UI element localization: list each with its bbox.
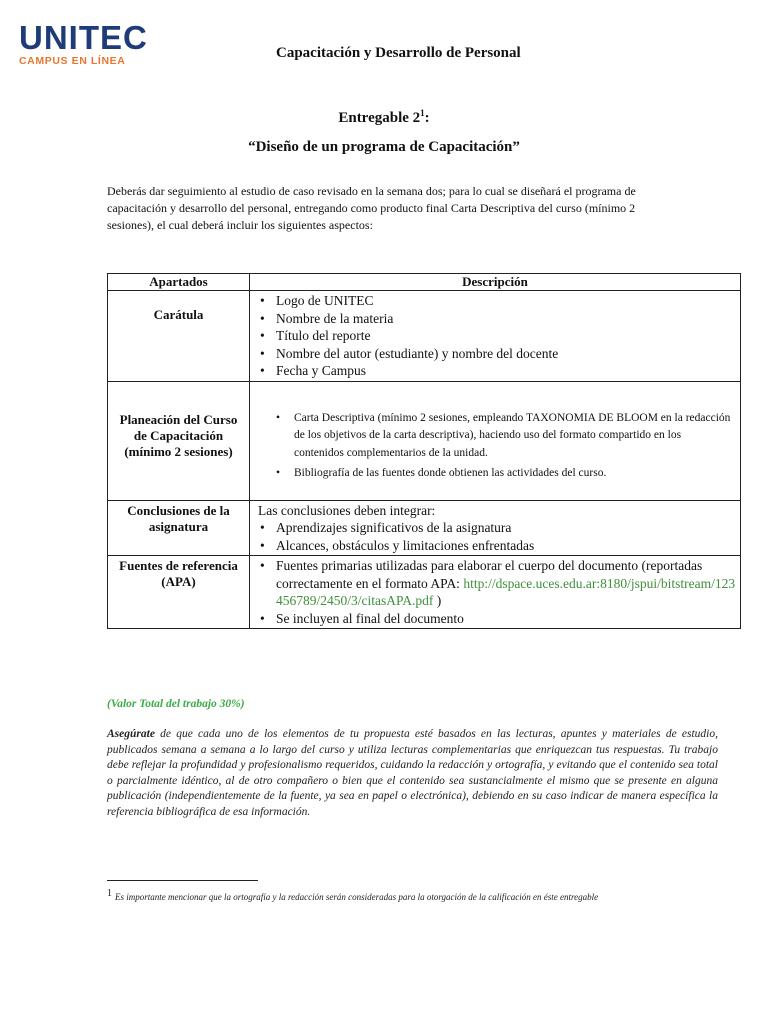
entregable-label: Entregable 2	[338, 110, 421, 126]
footnote-divider	[107, 880, 258, 881]
footnote	[107, 888, 598, 902]
list-item: • Título del reporte	[258, 327, 740, 345]
header-apartados: Apartados	[108, 274, 250, 291]
table-row-fuentes	[108, 556, 741, 629]
assignment-title: “Diseño de un programa de Capacitación”	[248, 139, 520, 155]
unitec-logo	[19, 19, 148, 67]
asegurate-bold: Asegúrate	[107, 728, 155, 740]
footnote-mark: 1	[107, 888, 112, 899]
footnote-ref[interactable]: 1	[420, 108, 425, 118]
list-item: • Bibliografía de las fuentes donde obtienen las actividades del curso.	[274, 465, 732, 483]
conclusiones-title: Conclusiones de la asignatura	[108, 500, 250, 556]
intro-paragraph: Deberás dar seguimiento al estudio de caso revisado en la semana dos; para lo cual se diseñará el programa de capacitación y desarrollo del personal, entregando como producto final Carta Descriptiva del curso (mínimo 2 sesiones), el cual deberá incluir los siguientes aspectos:	[107, 184, 636, 232]
table-row-planeacion	[108, 381, 741, 500]
list-item: • Logo de UNITEC	[258, 292, 740, 310]
table-row-conclusiones	[108, 500, 741, 556]
list-item: • Nombre de la materia	[258, 310, 740, 328]
fuentes-item-end: )	[433, 593, 442, 608]
list-item: • Se incluyen al final del documento	[258, 610, 740, 628]
fuentes-description	[250, 556, 741, 629]
instructions-paragraph	[107, 727, 718, 821]
planeacion-title: Planeación del Curso de Capacitación (mínimo 2 sesiones)	[108, 381, 250, 500]
fuentes-title: Fuentes de referencia (APA)	[108, 556, 250, 629]
course-title: Capacitación y Desarrollo de Personal	[276, 45, 521, 61]
header-descripcion: Descripción	[250, 274, 741, 291]
list-item: • Aprendizajes significativos de la asignatura	[258, 519, 740, 537]
caratula-description	[250, 291, 741, 382]
entregable-heading	[0, 108, 768, 127]
fuentes-item-text: Fuentes primarias utilizadas para elaborar el cuerpo del documento (reportadas correctamente en el formato APA:	[276, 558, 703, 591]
conclusiones-description	[250, 500, 741, 556]
list-item	[258, 557, 740, 610]
list-item: • Alcances, obstáculos y limitaciones enfrentadas	[258, 537, 740, 555]
list-item: • Fecha y Campus	[258, 362, 740, 380]
planeacion-description	[250, 381, 741, 500]
total-value-note: (Valor Total del trabajo 30%)	[107, 698, 245, 710]
asegurate-text: de que cada uno de los elementos de tu propuesta esté basados en las lecturas, apuntes y materiales de estudio, publicados semana a semana a lo largo del curso y utiliza lecturas complementarias que enriquezcan tus respuestas. Tu trabajo debe reflejar la profundidad y profesionalismo requeridos, cuidando la redacción y ortografía, y evitando que el contenido sea total o parcialmente idéntico, al de otro compañero o bien que el contenido sea sustancialmente el mismo que se presente en alguna publicación (independientemente de la fuente, ya sea en papel o electrónica), debiendo en su caso indicar de manera específica la referencia bibliográfica de esa información.	[107, 728, 718, 818]
apa-reference-link[interactable]: http://dspace.uces.edu.ar:8180/jspui/bitstream/123456789/2450/3/citasAPA.pdf	[276, 575, 736, 608]
conclusiones-intro: Las conclusiones deben integrar:	[258, 502, 436, 518]
list-item: • Carta Descriptiva (mínimo 2 sesiones, empleando TAXONOMIA DE BLOOM en la redacción de los objetivos de la carta descriptiva), haciendo uso del formato compartido en los contenidos complementarios de la unidad.	[274, 410, 732, 463]
footnote-text: Es importante mencionar que la ortografía y la redacción serán consideradas para la otorgación de la calificación en éste entregable	[115, 892, 599, 902]
entregable-suffix: :	[424, 110, 430, 126]
table-row-caratula	[108, 291, 741, 382]
logo-wordmark: UNITEC	[19, 19, 148, 56]
table-header-row	[108, 274, 741, 291]
list-item: • Nombre del autor (estudiante) y nombre del docente	[258, 345, 740, 363]
logo-subtitle: CAMPUS EN LÍNEA	[19, 55, 126, 67]
requirements-table	[107, 273, 741, 629]
caratula-title: Carátula	[108, 291, 250, 382]
